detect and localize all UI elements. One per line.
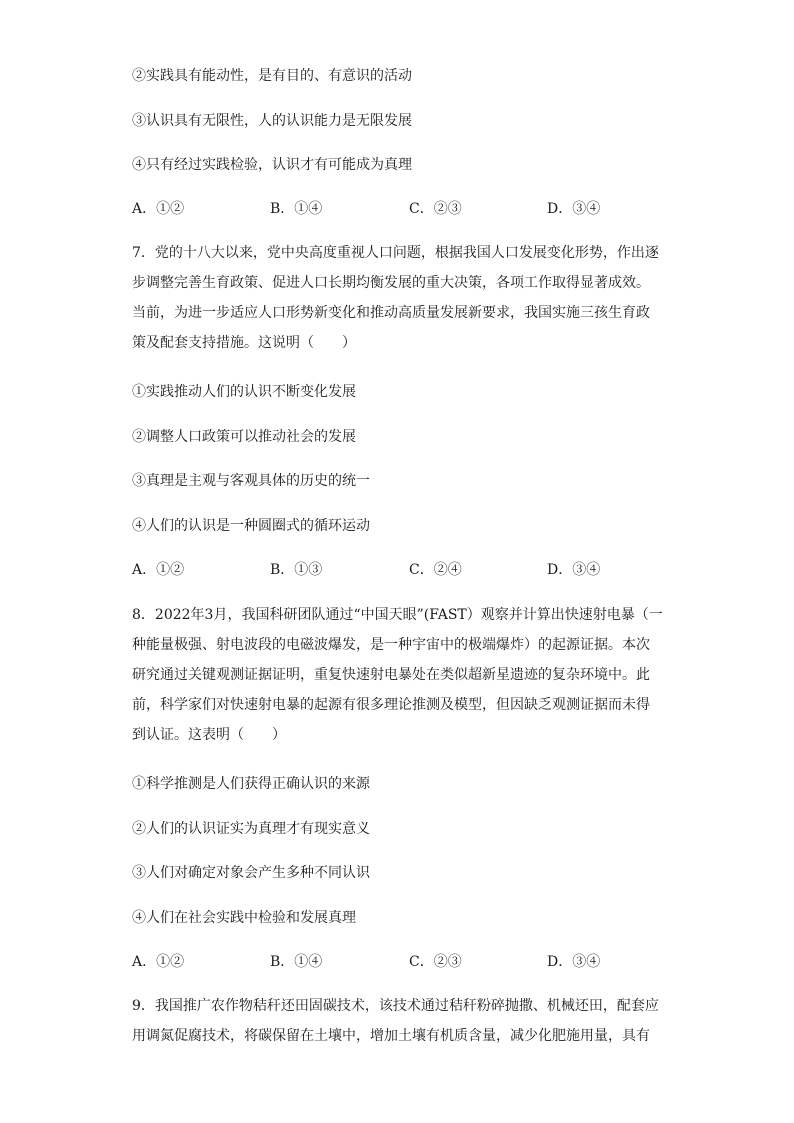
q7-option-c[interactable]: C．②④ xyxy=(409,562,462,578)
q6-option-b[interactable]: B．①④ xyxy=(270,201,323,217)
q6-options xyxy=(132,199,652,219)
q7-stem-line: 当前，为进一步适应人口形势新变化和推动高质量发展新要求，我国实施三孩生育政 xyxy=(132,305,650,321)
q9-stem-line: 9．我国推广农作物秸秆还田固碳技术，该技术通过秸秆粉碎抛撒、机械还田，配套应 xyxy=(132,998,659,1014)
q8-stem-line: 8．2022年3月，我国科研团队通过“中国天眼”(FAST）观察并计算出快速射电暴（一 xyxy=(132,607,663,623)
q8-option-d[interactable]: D．③④ xyxy=(547,954,601,970)
q7-item-1: ①实践推动人们的认识不断变化发展 xyxy=(132,384,356,400)
q8-stem-line: 前，科学家们对快速射电暴的起源有很多理论推测及模型，但因缺乏观测证据而未得 xyxy=(132,697,650,713)
q7-options xyxy=(132,560,652,580)
q8-option-c[interactable]: C．②③ xyxy=(409,954,462,970)
q7-option-d[interactable]: D．③④ xyxy=(547,562,601,578)
q8-item-1: ①科学推测是人们获得正确认识的来源 xyxy=(132,776,370,792)
q7-option-a[interactable]: A．①② xyxy=(132,562,185,578)
q8-stem-line: 研究通过关键观测证据证明，重复快速射电暴处在类似超新星遗迹的复杂环境中。此 xyxy=(132,667,650,683)
q8-stem-line: 种能量极强、射电波段的电磁波爆发，是一种宇宙中的极端爆炸）的起源证据。本次 xyxy=(132,637,650,653)
q9-stem xyxy=(132,996,662,1056)
q7-stem-line: 7．党的十八大以来，党中央高度重视人口问题，根据我国人口发展变化形势，作出逐 xyxy=(132,245,659,261)
q8-stem xyxy=(132,605,662,755)
q7-option-b[interactable]: B．①③ xyxy=(270,562,323,578)
q6-option-a[interactable]: A．①② xyxy=(132,201,185,217)
q6-option-c[interactable]: C．②③ xyxy=(409,201,462,217)
q7-item-3: ③真理是主观与客观具体的历史的统一 xyxy=(132,473,370,489)
q7-item-2: ②调整人口政策可以推动社会的发展 xyxy=(132,429,356,445)
q9-stem-line: 用调氮促腐技术，将碳保留在土壤中，增加土壤有机质含量，减少化肥施用量，具有 xyxy=(132,1028,650,1044)
q7-item-4: ④人们的认识是一种圆圈式的循环运动 xyxy=(132,518,370,534)
q6-item-3: ③认识具有无限性，人的认识能力是无限发展 xyxy=(132,113,412,129)
q8-option-a[interactable]: A．①② xyxy=(132,954,185,970)
q8-options xyxy=(132,952,652,972)
q8-item-3: ③人们对确定对象会产生多种不同认识 xyxy=(132,865,370,881)
q8-item-2: ②人们的认识证实为真理才有现实意义 xyxy=(132,821,370,837)
q6-item-4: ④只有经过实践检验，认识才有可能成为真理 xyxy=(132,157,412,173)
q6-item-2: ②实践具有能动性，是有目的、有意识的活动 xyxy=(132,68,412,84)
q7-stem-line: 步调整完善生育政策、促进人口长期均衡发展的重大决策，各项工作取得显著成效。 xyxy=(132,275,650,291)
q8-item-4: ④人们在社会实践中检验和发展真理 xyxy=(132,910,356,926)
q6-option-d[interactable]: D．③④ xyxy=(547,201,601,217)
q8-option-b[interactable]: B．①④ xyxy=(270,954,323,970)
q8-stem-line: 到认证。这表明（ ） xyxy=(132,727,286,743)
q7-stem-line: 策及配套支持措施。这说明（ ） xyxy=(132,335,356,351)
q7-stem xyxy=(132,243,662,363)
